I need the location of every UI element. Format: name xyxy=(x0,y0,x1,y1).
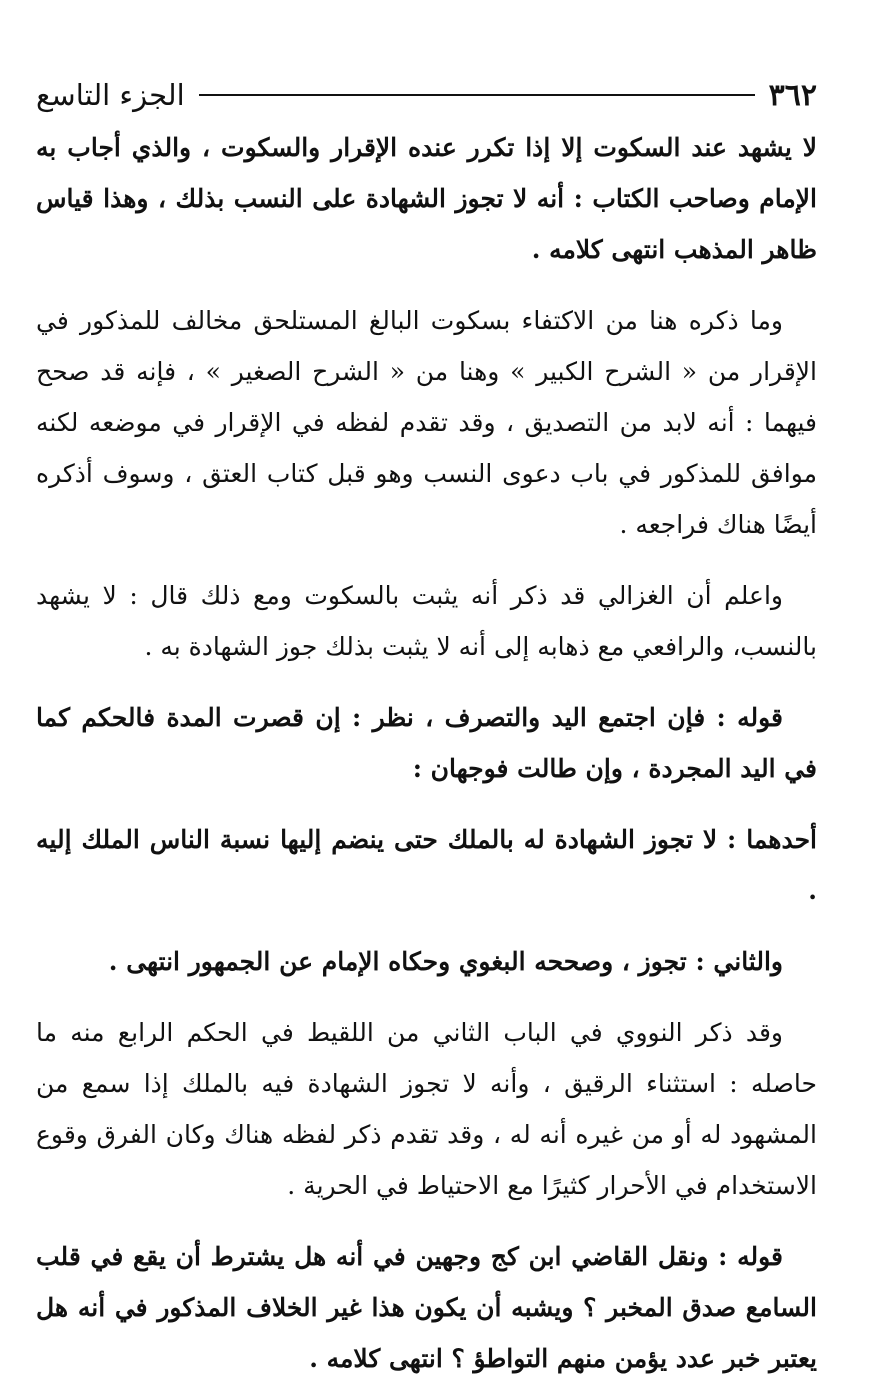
paragraph: والثاني : تجوز ، وصححه البغوي وحكاه الإمام عن الجمهور انتهى . xyxy=(108,947,783,976)
paragraph: وما ذكره هنا من الاكتفاء بسكوت البالغ المستلحق مخالف للمذكور في الإقرار من « الشرح الكبير » وهنا من « الشرح الصغير » ، فإنه قد صحح فيهما : أنه لابد من التصديق ، وقد تقدم لفظه في الإقرار في موضعه لكنه موافق للمذكور في باب دعوى النسب وهو قبل كتاب العتق ، وسوف أذكره أيضًا هناك فراجعه . xyxy=(36,306,817,539)
header-rule xyxy=(199,94,755,96)
paragraph: أحدهما : لا تجوز الشهادة له بالملك حتى ينضم إليها نسبة الناس الملك إليه . xyxy=(36,825,817,905)
page-header xyxy=(36,70,817,120)
section-title: الجزء التاسع xyxy=(36,78,185,112)
paragraph: لا يشهد عند السكوت إلا إذا تكرر عنده الإقرار والسكوت ، والذي أجاب به الإمام وصاحب الكتاب : أنه لا تجوز الشهادة على النسب بذلك ، وهذا قياس ظاهر المذهب انتهى كلامه . xyxy=(36,133,817,264)
paragraph: قوله : فإن اجتمع اليد والتصرف ، نظر : إن قصرت المدة فالحكم كما في اليد المجردة ، وإن طالت فوجهان : xyxy=(36,703,817,783)
page-number: ٣٦٢ xyxy=(768,77,817,113)
paragraph: واعلم أن الغزالي قد ذكر أنه يثبت بالسكوت ومع ذلك قال : لا يشهد بالنسب، والرافعي مع ذهابه إلى أنه لا يثبت بذلك جوز الشهادة به . xyxy=(36,581,817,661)
paragraph: قوله : ونقل القاضي ابن كج وجهين في أنه هل يشترط أن يقع في قلب السامع صدق المخبر ؟ ويشبه أن يكون هذا غير الخلاف المذكور في أنه هل يعتبر خبر عدد يؤمن منهم التواطؤ ؟ انتهى كلامه . xyxy=(36,1242,817,1373)
body-text xyxy=(36,122,817,1384)
paragraph: وقد ذكر النووي في الباب الثاني من اللقيط في الحكم الرابع منه ما حاصله : استثناء الرقيق ، وأنه لا تجوز الشهادة فيه بالملك إذا سمع من المشهود له أو من غيره أنه له ، وقد تقدم ذكر لفظه هناك وكان الفرق وقوع الاستخدام في الأحرار كثيرًا مع الاحتياط في الحرية . xyxy=(36,1018,817,1200)
